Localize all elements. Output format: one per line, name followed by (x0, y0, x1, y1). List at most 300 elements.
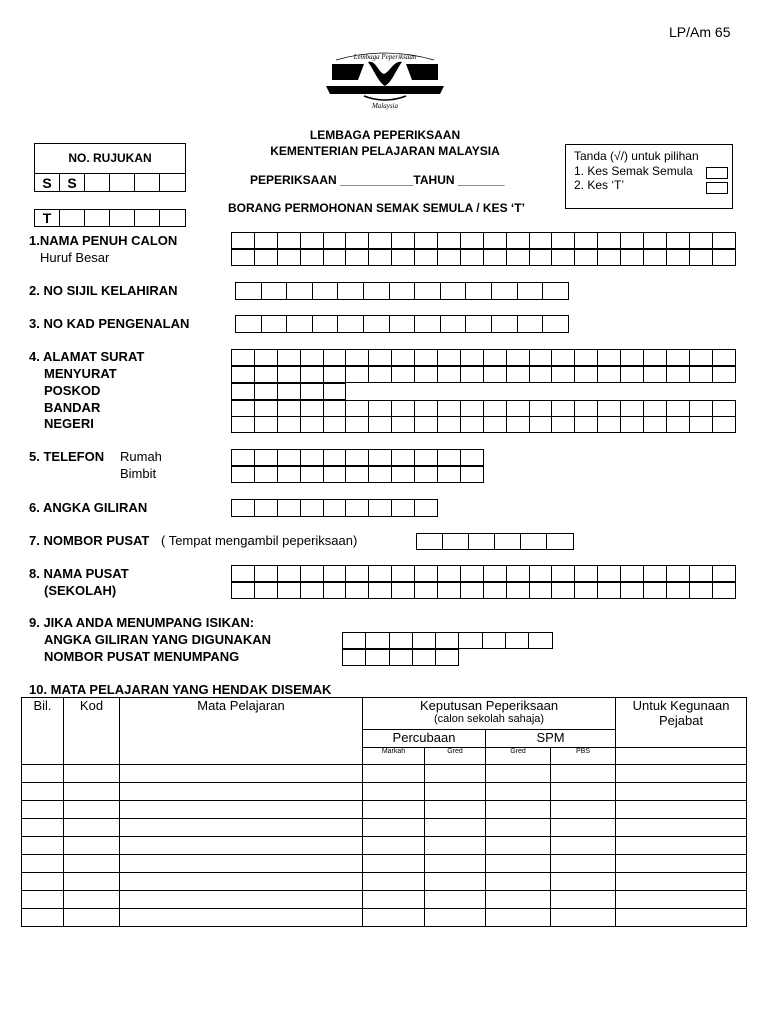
input-box[interactable] (368, 400, 392, 417)
input-box[interactable] (286, 315, 313, 333)
input-box[interactable] (254, 416, 278, 433)
input-box[interactable] (542, 315, 569, 333)
table-cell[interactable] (64, 783, 120, 801)
table-cell[interactable] (64, 909, 120, 927)
input-box[interactable] (391, 466, 415, 483)
input-box[interactable] (368, 582, 392, 599)
table-cell[interactable] (22, 873, 64, 891)
input-box[interactable] (460, 249, 484, 266)
input-box[interactable] (483, 349, 507, 366)
table-cell[interactable] (64, 873, 120, 891)
input-box[interactable] (551, 582, 575, 599)
input-box[interactable] (345, 349, 369, 366)
reference-box[interactable] (84, 173, 110, 192)
input-box[interactable] (491, 315, 518, 333)
table-cell[interactable] (425, 783, 486, 801)
input-box[interactable] (231, 383, 255, 400)
table-cell[interactable] (363, 819, 425, 837)
table-cell[interactable] (425, 909, 486, 927)
input-box[interactable] (345, 249, 369, 266)
table-cell[interactable] (120, 783, 363, 801)
input-box[interactable] (597, 232, 621, 249)
input-box[interactable] (712, 366, 736, 383)
input-box[interactable] (437, 249, 461, 266)
table-cell[interactable] (120, 855, 363, 873)
input-box[interactable] (529, 400, 553, 417)
input-box[interactable] (300, 582, 324, 599)
input-box[interactable] (300, 366, 324, 383)
input-box[interactable] (345, 565, 369, 582)
input-box[interactable] (337, 282, 364, 300)
input-box[interactable] (391, 232, 415, 249)
input-box[interactable] (389, 632, 413, 649)
input-box[interactable] (551, 232, 575, 249)
table-cell[interactable] (425, 819, 486, 837)
input-box[interactable] (414, 400, 438, 417)
input-box[interactable] (689, 400, 713, 417)
input-box[interactable] (300, 466, 324, 483)
input-box[interactable] (416, 533, 443, 550)
table-cell[interactable] (486, 819, 551, 837)
table-cell[interactable] (120, 837, 363, 855)
t-box[interactable] (109, 209, 135, 227)
table-cell[interactable] (363, 765, 425, 783)
t-box[interactable] (59, 209, 85, 227)
table-cell[interactable] (22, 765, 64, 783)
input-box[interactable] (437, 349, 461, 366)
table-cell[interactable] (363, 891, 425, 909)
input-box[interactable] (323, 249, 347, 266)
table-cell[interactable] (486, 891, 551, 909)
input-box[interactable] (345, 466, 369, 483)
input-box[interactable] (440, 282, 467, 300)
input-box[interactable] (689, 232, 713, 249)
input-box[interactable] (546, 533, 573, 550)
input-box[interactable] (363, 282, 390, 300)
input-box[interactable] (414, 366, 438, 383)
table-cell[interactable] (22, 819, 64, 837)
reference-box[interactable] (134, 173, 160, 192)
table-cell[interactable] (64, 819, 120, 837)
input-box[interactable] (254, 449, 278, 466)
table-cell[interactable] (551, 873, 616, 891)
input-box[interactable] (368, 366, 392, 383)
input-box[interactable] (505, 632, 529, 649)
input-box[interactable] (620, 249, 644, 266)
table-cell[interactable] (22, 837, 64, 855)
input-box[interactable] (286, 282, 313, 300)
input-box[interactable] (323, 400, 347, 417)
input-box[interactable] (643, 366, 667, 383)
input-box[interactable] (597, 400, 621, 417)
input-box[interactable] (483, 582, 507, 599)
input-box[interactable] (277, 466, 301, 483)
input-box[interactable] (689, 249, 713, 266)
input-box[interactable] (342, 649, 366, 666)
input-box[interactable] (254, 565, 278, 582)
input-box[interactable] (442, 533, 469, 550)
input-box[interactable] (597, 565, 621, 582)
input-box[interactable] (231, 400, 255, 417)
input-box[interactable] (277, 232, 301, 249)
input-box[interactable] (506, 249, 530, 266)
input-box[interactable] (277, 449, 301, 466)
input-box[interactable] (391, 582, 415, 599)
input-box[interactable] (368, 499, 392, 517)
input-box[interactable] (666, 565, 690, 582)
input-box[interactable] (414, 349, 438, 366)
input-box[interactable] (323, 232, 347, 249)
input-box[interactable] (277, 416, 301, 433)
input-box[interactable] (506, 349, 530, 366)
input-box[interactable] (620, 416, 644, 433)
input-box[interactable] (574, 232, 598, 249)
table-cell[interactable] (64, 837, 120, 855)
input-box[interactable] (517, 282, 544, 300)
table-cell[interactable] (64, 801, 120, 819)
input-box[interactable] (277, 400, 301, 417)
input-box[interactable] (323, 565, 347, 582)
input-box[interactable] (414, 232, 438, 249)
input-box[interactable] (689, 565, 713, 582)
input-box[interactable] (300, 449, 324, 466)
input-box[interactable] (460, 565, 484, 582)
input-box[interactable] (574, 349, 598, 366)
input-box[interactable] (460, 416, 484, 433)
input-box[interactable] (483, 400, 507, 417)
input-box[interactable] (643, 582, 667, 599)
input-box[interactable] (574, 249, 598, 266)
input-box[interactable] (666, 416, 690, 433)
table-cell[interactable] (120, 909, 363, 927)
input-box[interactable] (529, 565, 553, 582)
input-box[interactable] (620, 232, 644, 249)
table-cell[interactable] (425, 891, 486, 909)
input-box[interactable] (689, 582, 713, 599)
table-cell[interactable] (551, 909, 616, 927)
table-cell[interactable] (616, 819, 747, 837)
input-box[interactable] (574, 400, 598, 417)
input-box[interactable] (337, 315, 364, 333)
input-box[interactable] (437, 565, 461, 582)
table-cell[interactable] (486, 873, 551, 891)
table-cell[interactable] (425, 765, 486, 783)
input-box[interactable] (551, 366, 575, 383)
table-cell[interactable] (486, 765, 551, 783)
input-box[interactable] (666, 366, 690, 383)
input-box[interactable] (231, 449, 255, 466)
table-cell[interactable] (425, 837, 486, 855)
input-box[interactable] (277, 582, 301, 599)
table-cell[interactable] (486, 837, 551, 855)
input-box[interactable] (261, 282, 288, 300)
input-box[interactable] (460, 449, 484, 466)
input-box[interactable] (254, 466, 278, 483)
input-box[interactable] (231, 232, 255, 249)
table-cell[interactable] (616, 783, 747, 801)
input-box[interactable] (345, 416, 369, 433)
input-box[interactable] (597, 366, 621, 383)
input-box[interactable] (277, 499, 301, 517)
input-box[interactable] (643, 349, 667, 366)
input-box[interactable] (465, 315, 492, 333)
t-box[interactable] (134, 209, 160, 227)
input-box[interactable] (460, 349, 484, 366)
input-box[interactable] (666, 349, 690, 366)
input-box[interactable] (597, 349, 621, 366)
input-box[interactable] (323, 582, 347, 599)
input-box[interactable] (460, 366, 484, 383)
input-box[interactable] (437, 582, 461, 599)
input-box[interactable] (391, 349, 415, 366)
input-box[interactable] (277, 349, 301, 366)
input-box[interactable] (520, 533, 547, 550)
table-cell[interactable] (616, 765, 747, 783)
input-box[interactable] (643, 565, 667, 582)
input-box[interactable] (368, 466, 392, 483)
table-cell[interactable] (551, 765, 616, 783)
input-box[interactable] (261, 315, 288, 333)
input-box[interactable] (506, 400, 530, 417)
table-cell[interactable] (120, 819, 363, 837)
input-box[interactable] (712, 416, 736, 433)
input-box[interactable] (389, 649, 413, 666)
input-box[interactable] (323, 349, 347, 366)
input-box[interactable] (506, 416, 530, 433)
input-box[interactable] (506, 232, 530, 249)
input-box[interactable] (414, 565, 438, 582)
input-box[interactable] (414, 466, 438, 483)
input-box[interactable] (277, 366, 301, 383)
option-semak-semula-checkbox[interactable] (706, 167, 728, 179)
t-box[interactable] (159, 209, 186, 227)
input-box[interactable] (345, 582, 369, 599)
table-cell[interactable] (363, 909, 425, 927)
input-box[interactable] (235, 315, 262, 333)
input-box[interactable] (482, 632, 506, 649)
input-box[interactable] (574, 565, 598, 582)
table-cell[interactable] (363, 783, 425, 801)
input-box[interactable] (551, 400, 575, 417)
input-box[interactable] (231, 466, 255, 483)
input-box[interactable] (254, 232, 278, 249)
input-box[interactable] (345, 499, 369, 517)
input-box[interactable] (620, 366, 644, 383)
input-box[interactable] (437, 366, 461, 383)
input-box[interactable] (437, 416, 461, 433)
input-box[interactable] (712, 349, 736, 366)
input-box[interactable] (506, 565, 530, 582)
input-box[interactable] (483, 416, 507, 433)
table-cell[interactable] (363, 801, 425, 819)
input-box[interactable] (323, 366, 347, 383)
input-box[interactable] (368, 249, 392, 266)
table-cell[interactable] (616, 873, 747, 891)
input-box[interactable] (312, 282, 339, 300)
input-box[interactable] (391, 416, 415, 433)
input-box[interactable] (368, 449, 392, 466)
reference-box[interactable] (109, 173, 135, 192)
input-box[interactable] (389, 315, 416, 333)
input-box[interactable] (365, 632, 389, 649)
input-box[interactable] (254, 366, 278, 383)
input-box[interactable] (689, 349, 713, 366)
input-box[interactable] (620, 349, 644, 366)
input-box[interactable] (345, 400, 369, 417)
input-box[interactable] (300, 499, 324, 517)
input-box[interactable] (231, 249, 255, 266)
input-box[interactable] (391, 366, 415, 383)
input-box[interactable] (300, 349, 324, 366)
input-box[interactable] (254, 249, 278, 266)
reference-box[interactable] (159, 173, 186, 192)
input-box[interactable] (458, 632, 482, 649)
input-box[interactable] (712, 582, 736, 599)
table-cell[interactable] (486, 909, 551, 927)
input-box[interactable] (254, 582, 278, 599)
input-box[interactable] (323, 416, 347, 433)
input-box[interactable] (666, 249, 690, 266)
input-box[interactable] (666, 232, 690, 249)
input-box[interactable] (574, 582, 598, 599)
input-box[interactable] (231, 416, 255, 433)
input-box[interactable] (643, 400, 667, 417)
input-box[interactable] (412, 632, 436, 649)
input-box[interactable] (483, 366, 507, 383)
input-box[interactable] (528, 632, 552, 649)
table-cell[interactable] (363, 873, 425, 891)
input-box[interactable] (300, 565, 324, 582)
input-box[interactable] (345, 449, 369, 466)
input-box[interactable] (597, 416, 621, 433)
option-kes-t-checkbox[interactable] (706, 182, 728, 194)
input-box[interactable] (235, 282, 262, 300)
input-box[interactable] (312, 315, 339, 333)
input-box[interactable] (435, 649, 459, 666)
input-box[interactable] (689, 416, 713, 433)
input-box[interactable] (277, 565, 301, 582)
input-box[interactable] (437, 449, 461, 466)
input-box[interactable] (435, 632, 459, 649)
input-box[interactable] (666, 582, 690, 599)
table-cell[interactable] (22, 909, 64, 927)
table-cell[interactable] (425, 801, 486, 819)
input-box[interactable] (231, 582, 255, 599)
input-box[interactable] (494, 533, 521, 550)
input-box[interactable] (277, 383, 301, 400)
table-cell[interactable] (22, 783, 64, 801)
input-box[interactable] (414, 282, 441, 300)
input-box[interactable] (529, 582, 553, 599)
input-box[interactable] (529, 249, 553, 266)
input-box[interactable] (300, 416, 324, 433)
input-box[interactable] (620, 582, 644, 599)
input-box[interactable] (300, 232, 324, 249)
table-cell[interactable] (551, 891, 616, 909)
table-cell[interactable] (120, 765, 363, 783)
input-box[interactable] (391, 499, 415, 517)
table-cell[interactable] (551, 819, 616, 837)
table-cell[interactable] (425, 855, 486, 873)
table-cell[interactable] (64, 891, 120, 909)
table-cell[interactable] (22, 855, 64, 873)
input-box[interactable] (643, 249, 667, 266)
input-box[interactable] (551, 249, 575, 266)
input-box[interactable] (300, 249, 324, 266)
input-box[interactable] (254, 383, 278, 400)
table-cell[interactable] (425, 873, 486, 891)
input-box[interactable] (231, 349, 255, 366)
input-box[interactable] (460, 400, 484, 417)
table-cell[interactable] (616, 891, 747, 909)
table-cell[interactable] (486, 801, 551, 819)
input-box[interactable] (551, 349, 575, 366)
input-box[interactable] (345, 232, 369, 249)
input-box[interactable] (277, 249, 301, 266)
input-box[interactable] (414, 449, 438, 466)
t-box[interactable] (84, 209, 110, 227)
input-box[interactable] (342, 632, 366, 649)
input-box[interactable] (437, 232, 461, 249)
table-cell[interactable] (616, 909, 747, 927)
input-box[interactable] (437, 400, 461, 417)
input-box[interactable] (643, 232, 667, 249)
table-cell[interactable] (64, 765, 120, 783)
input-box[interactable] (254, 400, 278, 417)
table-cell[interactable] (616, 837, 747, 855)
input-box[interactable] (506, 582, 530, 599)
input-box[interactable] (368, 232, 392, 249)
input-box[interactable] (529, 366, 553, 383)
input-box[interactable] (391, 400, 415, 417)
input-box[interactable] (414, 416, 438, 433)
input-box[interactable] (460, 232, 484, 249)
input-box[interactable] (643, 416, 667, 433)
table-cell[interactable] (551, 837, 616, 855)
input-box[interactable] (368, 416, 392, 433)
input-box[interactable] (460, 466, 484, 483)
input-box[interactable] (491, 282, 518, 300)
table-cell[interactable] (22, 801, 64, 819)
input-box[interactable] (529, 232, 553, 249)
input-box[interactable] (254, 499, 278, 517)
input-box[interactable] (574, 416, 598, 433)
table-cell[interactable] (363, 837, 425, 855)
input-box[interactable] (323, 499, 347, 517)
input-box[interactable] (465, 282, 492, 300)
table-cell[interactable] (120, 801, 363, 819)
table-cell[interactable] (616, 801, 747, 819)
table-cell[interactable] (486, 783, 551, 801)
table-cell[interactable] (486, 855, 551, 873)
input-box[interactable] (323, 383, 347, 400)
table-cell[interactable] (551, 783, 616, 801)
input-box[interactable] (414, 249, 438, 266)
input-box[interactable] (468, 533, 495, 550)
input-box[interactable] (542, 282, 569, 300)
table-cell[interactable] (551, 801, 616, 819)
input-box[interactable] (231, 366, 255, 383)
input-box[interactable] (231, 565, 255, 582)
table-cell[interactable] (64, 855, 120, 873)
input-box[interactable] (365, 649, 389, 666)
input-box[interactable] (620, 565, 644, 582)
input-box[interactable] (254, 349, 278, 366)
table-cell[interactable] (363, 855, 425, 873)
input-box[interactable] (412, 649, 436, 666)
input-box[interactable] (712, 565, 736, 582)
input-box[interactable] (712, 249, 736, 266)
